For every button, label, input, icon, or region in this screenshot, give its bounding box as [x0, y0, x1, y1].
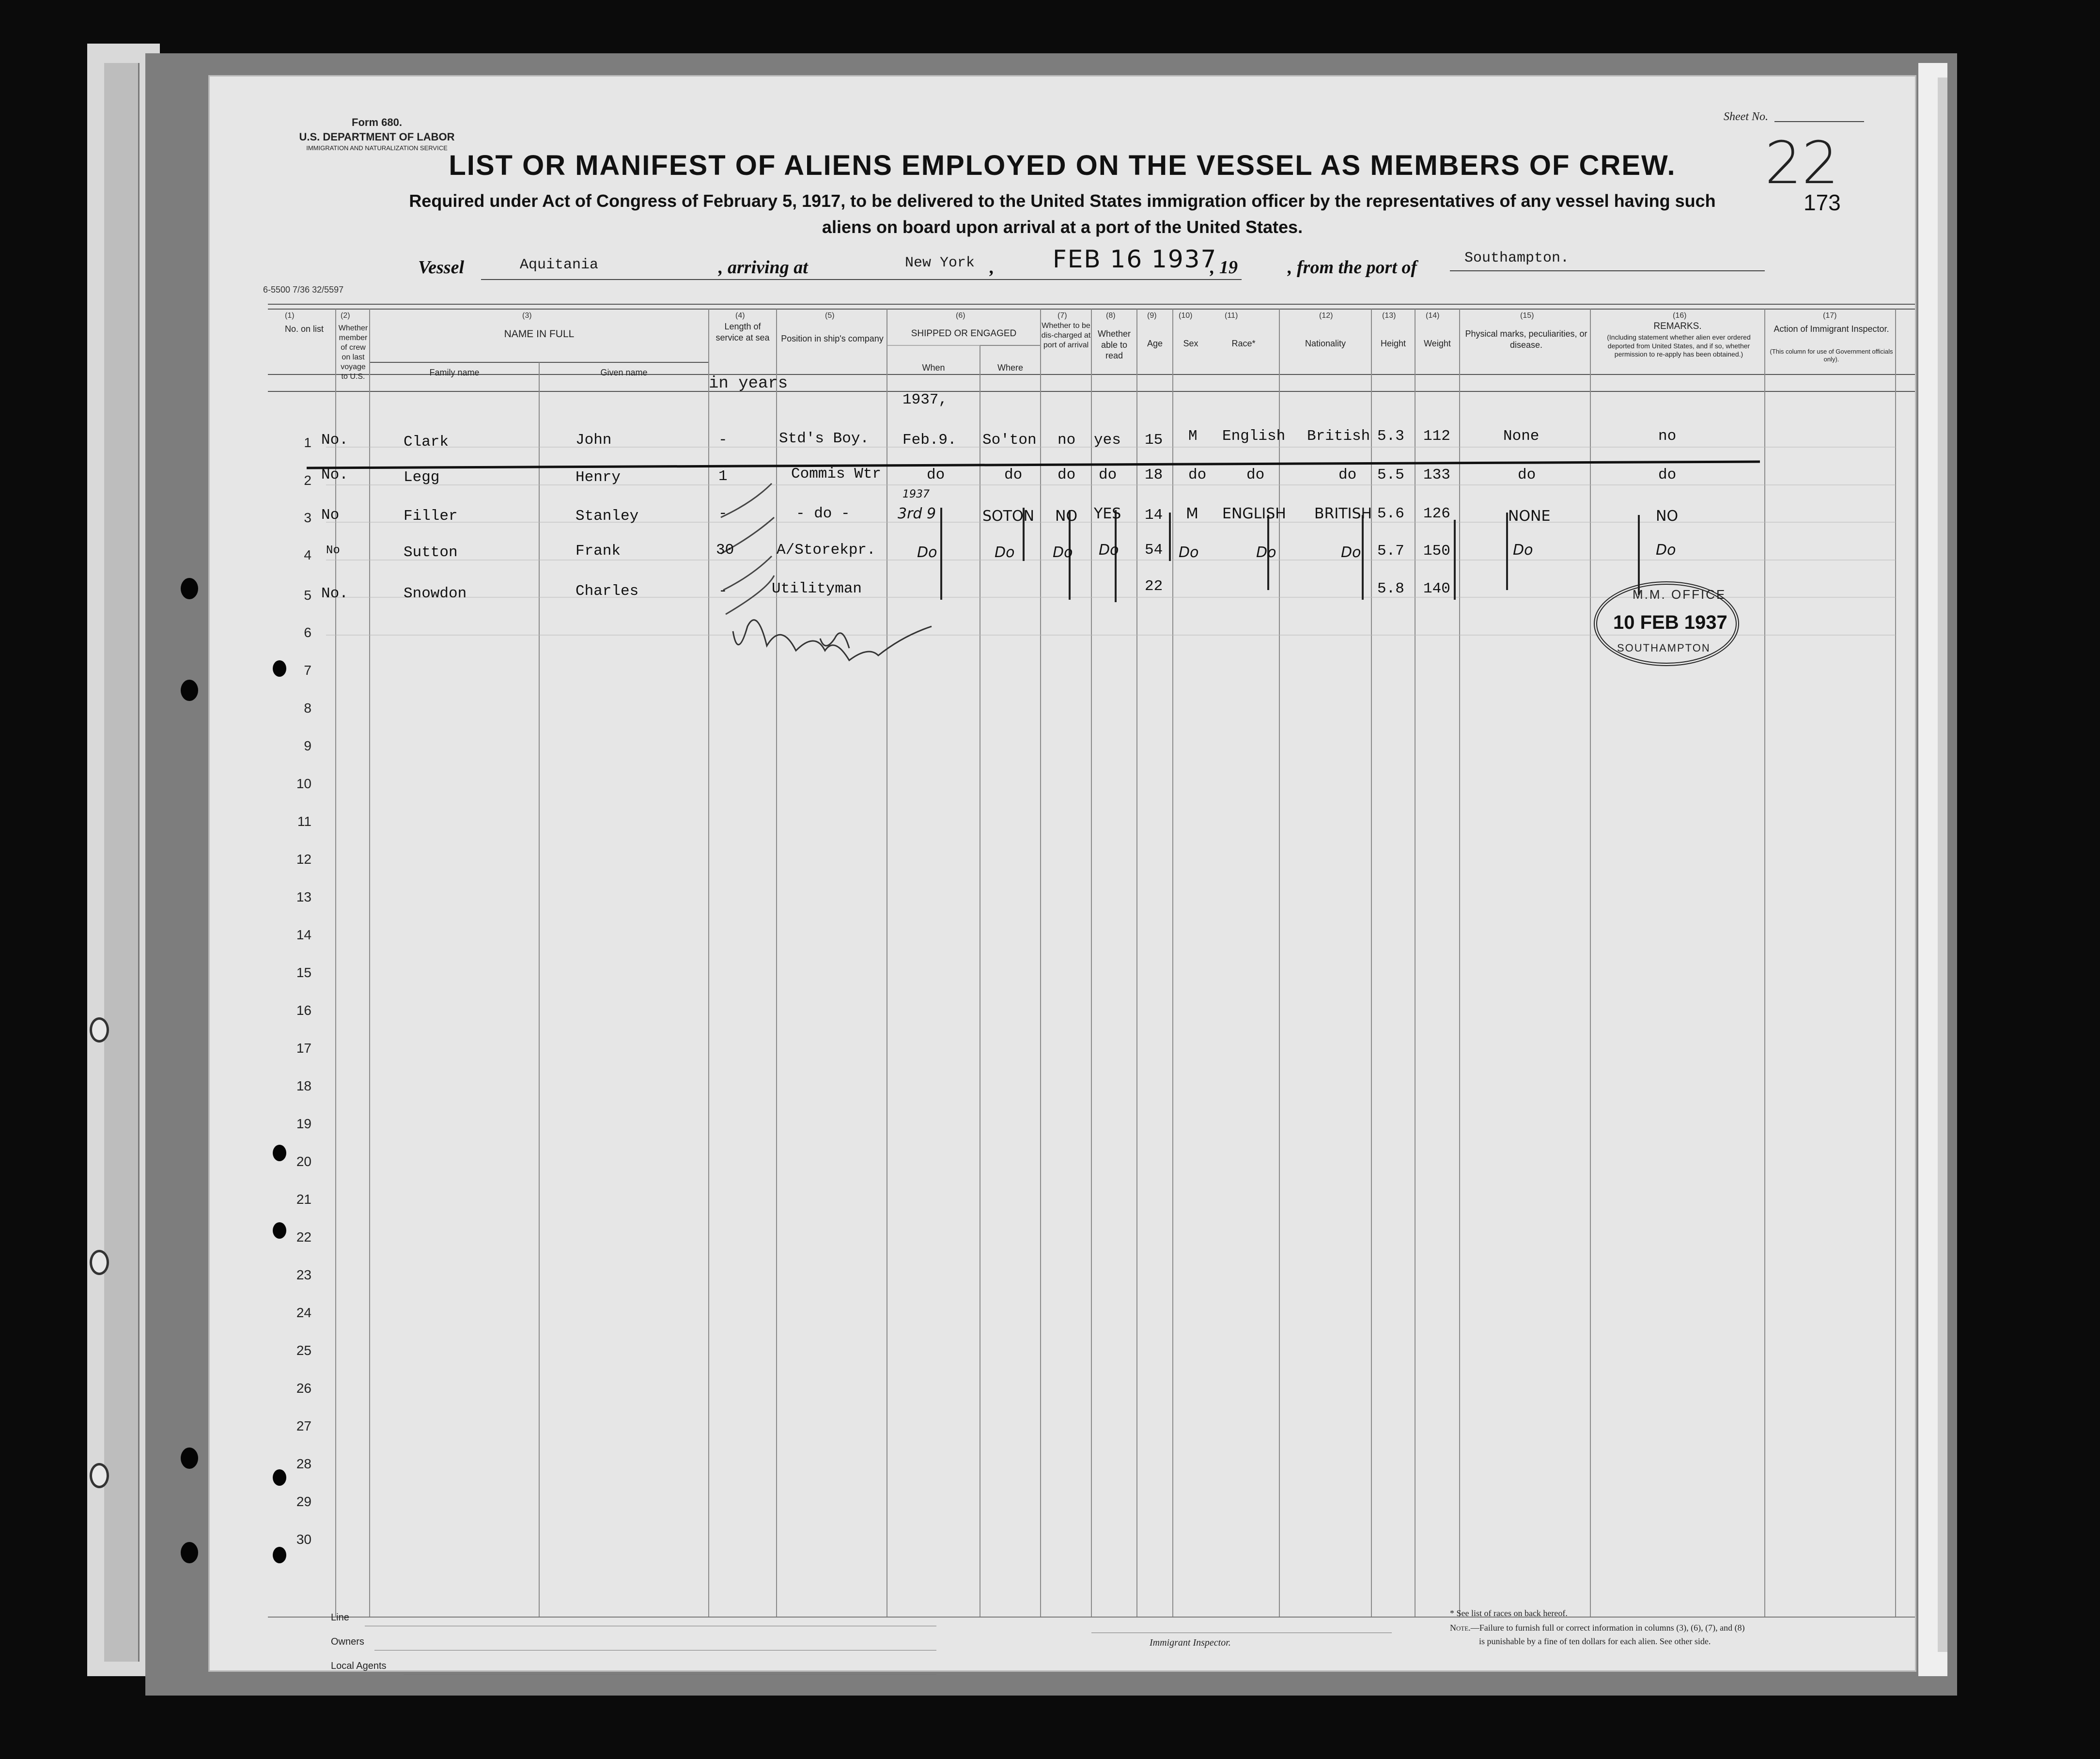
cell-position: - do - — [796, 505, 850, 522]
cell-where: SOTON — [982, 508, 1035, 525]
header-remarks: REMARKS. — [1653, 321, 1702, 331]
colnum-9: (9) — [1147, 311, 1157, 320]
binder-ring-hole — [90, 1250, 109, 1275]
cell-height: 5.7 — [1377, 543, 1404, 560]
cell-physical-marks: None — [1503, 428, 1540, 445]
year-label: , 19 — [1210, 257, 1238, 278]
cell-family-name: Sutton — [404, 544, 458, 561]
cell-nationality: British — [1307, 428, 1370, 445]
row-number: 22 — [296, 1230, 311, 1245]
row-number: 19 — [296, 1116, 311, 1131]
colnum-7: (7) — [1058, 311, 1067, 320]
cell-read: YES — [1094, 505, 1121, 522]
punch-hole — [181, 1542, 198, 1563]
cell-discharged: Do — [1053, 544, 1073, 561]
manifest-title: LIST OR MANIFEST OF ALIENS EMPLOYED ON THE VESSEL AS MEMBERS OF CREW. — [449, 150, 1676, 181]
cell-family-name: Legg — [404, 469, 440, 486]
colnum-4: (4) — [735, 311, 745, 320]
row-number: 26 — [296, 1381, 311, 1396]
cell-weight: 140 — [1423, 580, 1450, 597]
colnum-16: (16) — [1673, 311, 1687, 320]
cell-hand-year: 1937 — [902, 488, 930, 500]
cell-member: No. — [321, 467, 348, 483]
colnum-8: (8) — [1106, 311, 1116, 320]
header-in-years: in years — [709, 374, 788, 393]
cell-sex: M — [1186, 505, 1198, 522]
cell-when: Feb.9. — [902, 432, 957, 449]
colnum-15: (15) — [1520, 311, 1534, 320]
cell-given-name: Charles — [576, 583, 639, 600]
punch-hole — [181, 578, 198, 599]
header-physical-marks: Physical marks, peculiarities, or disease. — [1465, 329, 1587, 350]
cell-nationality: Do — [1341, 544, 1361, 561]
header-height: Height — [1380, 339, 1406, 348]
row-number: 21 — [296, 1192, 311, 1207]
cell-where: So'ton — [982, 432, 1037, 449]
row-number: 13 — [296, 889, 311, 904]
manifest-sheet: Form 680. U.S. DEPARTMENT OF LABOR IMMIGRATION AND NATURALIZATION SERVICE Sheet No. 22 173 LIST OR MANIFEST OF ALIENS EMPLOYED ON THE VESSEL AS MEMBERS OF CREW. Required under Act of Congress of February 5, 1917, to be delivered to the United States immigration officer by the representatives of any vessel having such aliens on board upon arrival at a port of the United States. Vessel Aquitania , arriving at New York , FEB 16 1937 , 19 , from the port of Southampton. 6-5500 7/36 32/5597 (1) (2) (3) (4) (5) (6) (7) (8) (9) (10) (11) (12) (13) (14) (15) (16) (17) No. on list Whether member of crew on last voyage to U.S. NAME IN FULL Family name Given name Length of service at sea in years Position in ship's company SHIPPED OR ENGAGED When Where Whether to be dis-charged at port of arrival Whether able to read Age Sex Race* Nationality Height Weight Physical marks, peculiarities, or disease. REMARKS. (Including statement whether alien ever ordered deported from United States, and if so, whether permission to re-apply has been obtained.) Action of Immigrant Inspector. (This column for use of Government officials only). 1937, 1 No. Clark John - Std's Boy. Feb.9. So'ton no yes 15 M English British 5.3 112 None no 2 No. Legg Henry 1 Commis Wtr do do do do 18 do do do 5.5 133 do do 3 No Filler Stanley - - do - 1937 3rd 9 SOTON NO YES 14 M ENGLISH BRITISH 5.6 126 NONE NO 4 No Sutton Frank 30 A/Storekpr. Do Do Do Do 54 Do Do Do 5.7 150 Do Do 5 No. Snowdon Charles - Utilityman 22 5.8 140 6 7 8 9 10 11 12 13 14 15 16 17 18 19 20 21 22 23 24 25 26 27 28 29 30 Line Owners Local Agents Immigrant Inspector. * See list of races on back hereof. Note.—Failure to furnish full or correct information in columns (3), (6), (7), and (8) is punishable by a fine of ten dollars for each alien. See other side. — [208, 75, 1916, 1672]
footer-note-line-1: —Failure to furnish full or correct information in columns (3), (6), (7), and (8) — [1470, 1623, 1745, 1633]
colnum-1: (1) — [285, 311, 295, 320]
page-number: 173 — [1804, 190, 1841, 215]
cell-length: 30 — [716, 542, 734, 559]
header-discharged: Whether to be dis-charged at port of arrival — [1041, 322, 1091, 349]
row-number: 3 — [304, 510, 311, 525]
header-where: Where — [997, 363, 1023, 373]
header-weight: Weight — [1424, 339, 1451, 348]
colnum-13: (13) — [1382, 311, 1396, 320]
colnum-17: (17) — [1823, 311, 1837, 320]
cell-when: do — [927, 467, 945, 483]
cell-age: 15 — [1145, 432, 1163, 449]
department-name: U.S. DEPARTMENT OF LABOR — [299, 130, 455, 143]
cell-nationality: do — [1338, 467, 1357, 483]
cell-age: 54 — [1145, 542, 1163, 559]
cell-length: 1 — [718, 468, 728, 485]
cell-read: do — [1099, 467, 1117, 483]
header-nationality: Nationality — [1305, 339, 1346, 348]
header-sex: Sex — [1183, 339, 1198, 348]
cell-weight: 150 — [1423, 543, 1450, 560]
print-code: 6-5500 7/36 32/5597 — [263, 285, 344, 295]
cell-physical-marks: do — [1518, 467, 1536, 483]
colnum-11: (11) — [1225, 311, 1238, 320]
cell-weight: 112 — [1423, 428, 1450, 445]
row-number: 23 — [296, 1267, 311, 1282]
header-length-of-service: Length of service at sea — [716, 322, 770, 342]
cell-position: Utilityman — [772, 580, 862, 597]
footer-immigrant-inspector: Immigrant Inspector. — [1150, 1637, 1231, 1648]
cell-remarks: NO — [1656, 508, 1679, 525]
cell-given-name: Henry — [576, 469, 621, 486]
cell-remarks: no — [1658, 428, 1677, 445]
colnum-10: (10) — [1179, 311, 1193, 320]
cell-age: 14 — [1145, 507, 1163, 524]
sheet-number-label: Sheet No. — [1724, 110, 1768, 123]
cell-read: yes — [1094, 432, 1121, 449]
cell-length: - — [718, 505, 728, 522]
header-name-in-full: NAME IN FULL — [504, 328, 575, 340]
footer-note-label: Note. — [1450, 1623, 1471, 1633]
footer-owners-label: Owners — [331, 1636, 364, 1647]
binder-ring-hole — [90, 1017, 109, 1043]
row-number: 10 — [296, 776, 311, 791]
row-number: 29 — [296, 1494, 311, 1509]
header-given-name: Given name — [600, 368, 648, 377]
cell-remarks: Do — [1656, 542, 1676, 559]
office-stamp-top: M.M. OFFICE — [1633, 587, 1727, 602]
shipped-year: 1937, — [902, 391, 948, 408]
service-name: IMMIGRATION AND NATURALIZATION SERVICE — [306, 144, 448, 152]
cell-given-name: John — [576, 432, 612, 449]
binder-spine — [104, 63, 140, 1662]
cell-position: Commis Wtr — [791, 466, 882, 483]
row-number: 15 — [296, 965, 311, 980]
vessel-name: Aquitania — [520, 257, 599, 273]
header-remarks-detail: (Including statement whether alien ever ordered deported from United States, and if so, whether permission to re-apply has been obtained.) — [1607, 333, 1751, 358]
punch-hole — [181, 1448, 198, 1469]
cell-sex: M — [1188, 428, 1198, 445]
cell-where: Do — [995, 544, 1015, 561]
footer-local-agents-field — [404, 1674, 936, 1675]
binder-ring-hole — [90, 1463, 109, 1488]
row-number: 14 — [296, 927, 311, 942]
cell-age: 22 — [1145, 578, 1163, 595]
row-number: 30 — [296, 1532, 311, 1547]
punch-hole — [181, 680, 198, 701]
cell-discharged: NO — [1055, 508, 1078, 525]
header-no-on-list: No. on list — [284, 324, 324, 334]
header-age: Age — [1147, 339, 1163, 348]
footer-local-agents-label: Local Agents — [331, 1661, 387, 1671]
subtitle-line-1: Required under Act of Congress of February 5, 1917, to be delivered to the United States immigration officer by the representatives of any vessel having such — [409, 191, 1716, 211]
arrival-date-stamp: FEB 16 1937 — [1053, 245, 1217, 273]
row-number: 6 — [304, 625, 311, 640]
cell-position: Std's Boy. — [779, 430, 870, 447]
header-shipped-engaged: SHIPPED OR ENGAGED — [911, 328, 1017, 339]
cell-weight: 126 — [1423, 505, 1450, 522]
header-whether-member: Whether member of crew on last voyage to U.S. — [338, 324, 368, 381]
colnum-14: (14) — [1426, 311, 1440, 320]
row-number: 5 — [304, 588, 311, 603]
cell-nationality: BRITISH — [1314, 505, 1372, 522]
row-number: 4 — [304, 547, 311, 562]
row-number: 9 — [304, 738, 311, 753]
cell-weight: 133 — [1423, 467, 1450, 483]
cell-length: - — [718, 432, 728, 449]
header-action: Action of Immigrant Inspector. — [1773, 324, 1889, 334]
cell-height: 5.3 — [1377, 428, 1404, 445]
footer-races-note: * See list of races on back hereof. — [1450, 1608, 1568, 1618]
sheet-number-handwritten: 22 — [1765, 130, 1839, 197]
cell-family-name: Snowdon — [404, 585, 467, 602]
arriving-port: New York — [905, 255, 975, 271]
cell-member: No — [326, 544, 340, 557]
row-number: 1 — [304, 435, 311, 450]
cell-discharged: no — [1058, 432, 1076, 449]
colnum-5: (5) — [825, 311, 835, 320]
cell-discharged: do — [1058, 467, 1076, 483]
cell-given-name: Frank — [576, 543, 621, 560]
cell-race: ENGLISH — [1222, 505, 1286, 522]
row-number: 16 — [296, 1003, 311, 1018]
vessel-label: Vessel — [418, 257, 464, 278]
row-number: 20 — [296, 1154, 311, 1169]
header-race: Race* — [1231, 339, 1256, 348]
colnum-12: (12) — [1319, 311, 1333, 320]
row-number: 12 — [296, 852, 311, 867]
row-number: 8 — [304, 700, 311, 716]
cell-family-name: Filler — [404, 508, 458, 525]
header-action-detail: (This column for use of Government officials only). — [1770, 348, 1893, 363]
office-stamp-date: 10 FEB 1937 — [1613, 612, 1727, 633]
row-number: 24 — [296, 1305, 311, 1320]
cell-member: No. — [321, 585, 348, 602]
footer-note — [1450, 1622, 1745, 1634]
cell-read: Do — [1099, 542, 1119, 559]
colnum-6: (6) — [956, 311, 965, 320]
row-number: 18 — [296, 1078, 311, 1093]
row-number: 11 — [297, 814, 311, 829]
cell-remarks: do — [1658, 467, 1677, 483]
arriving-label: , arriving at — [718, 257, 808, 278]
row-number: 17 — [296, 1041, 311, 1056]
cell-member: No — [321, 507, 340, 524]
from-port-label: , from the port of — [1288, 257, 1417, 278]
cell-physical-marks: NONE — [1508, 508, 1551, 525]
cell-length: - — [718, 583, 728, 600]
cell-race: Do — [1256, 544, 1276, 561]
colnum-3: (3) — [522, 311, 532, 320]
cell-where: do — [1004, 467, 1023, 483]
cell-member: No. — [321, 432, 348, 449]
from-port: Southampton. — [1464, 250, 1570, 266]
footer-note-line-2: is punishable by a fine of ten dollars for each alien. See other side. — [1479, 1636, 1711, 1646]
header-position: Position in ship's company — [781, 334, 884, 343]
colnum-2: (2) — [341, 311, 350, 320]
footer-line-label: Line — [331, 1612, 349, 1623]
cell-height: 5.8 — [1377, 580, 1404, 597]
cell-family-name: Clark — [404, 434, 449, 451]
row-number: 28 — [296, 1456, 311, 1471]
cell-physical-marks: Do — [1513, 542, 1533, 559]
header-family-name: Family name — [429, 368, 480, 377]
form-number: Form 680. — [352, 116, 402, 128]
subtitle-line-2: aliens on board upon arrival at a port of the United States. — [822, 217, 1303, 237]
row-number: 27 — [296, 1418, 311, 1433]
cell-given-name: Stanley — [576, 508, 639, 525]
header-able-to-read: Whether able to read — [1097, 329, 1131, 360]
cell-sex: do — [1188, 467, 1207, 483]
cell-race: do — [1246, 467, 1265, 483]
cell-sex: Do — [1179, 544, 1199, 561]
office-stamp-bottom: SOUTHAMPTON — [1617, 642, 1711, 654]
cell-when: Do — [917, 544, 937, 561]
cell-when: 3rd 9 — [898, 505, 936, 522]
header-when: When — [922, 363, 945, 373]
row-number: 2 — [304, 473, 311, 488]
cell-race: English — [1222, 428, 1286, 445]
page-edges-inner — [1938, 78, 1947, 1652]
cell-height: 5.6 — [1377, 505, 1404, 522]
cell-position: A/Storekpr. — [777, 542, 876, 559]
row-number: 25 — [296, 1343, 311, 1358]
row-number: 7 — [304, 663, 311, 678]
cell-height: 5.5 — [1377, 467, 1404, 483]
cell-age: 18 — [1145, 467, 1163, 483]
